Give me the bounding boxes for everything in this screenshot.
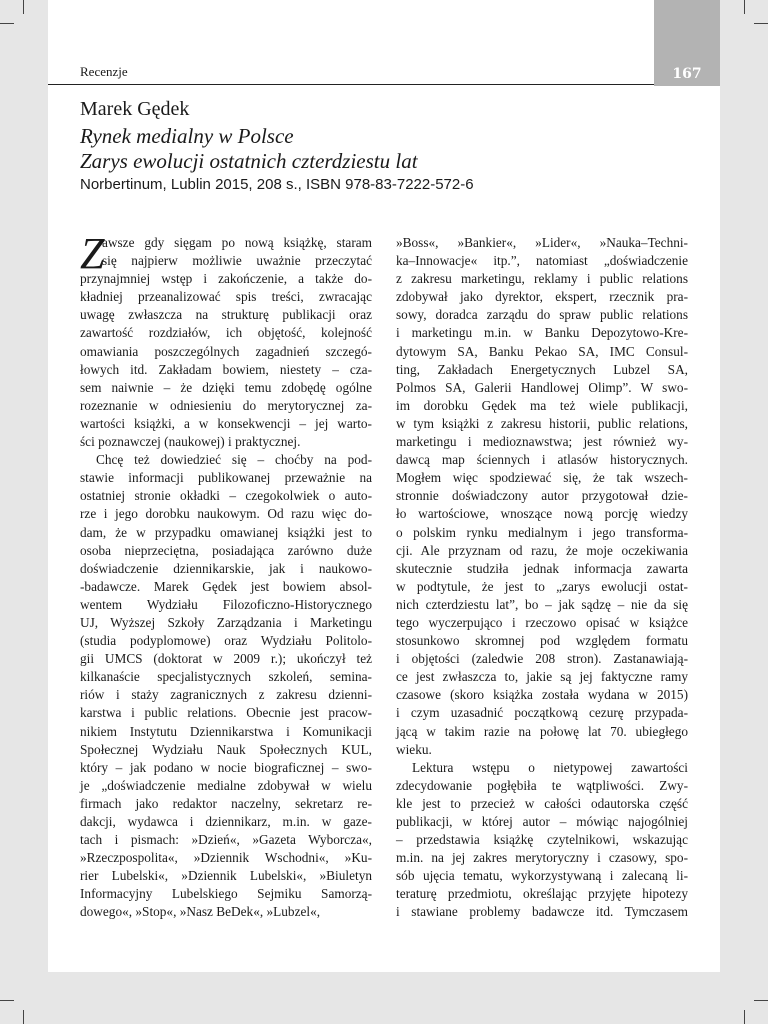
text-line: rier Lubelski«, »Dziennik Lubelski«, »Biuletyn	[80, 868, 372, 884]
text-line: nikiem Instytutu Dziennikarstwa i Komunikacji	[80, 723, 372, 739]
crop-mark	[23, 1010, 24, 1024]
crop-mark	[744, 1010, 745, 1024]
text-line: o polskim rynku medialnym i jego transforma-	[396, 524, 688, 540]
crop-mark	[744, 0, 745, 14]
text-line: firmach jako redaktor naczelny, sekretarz re-	[80, 795, 372, 811]
text-line: marketingu i medioznawstwa; jest również wy-	[396, 434, 688, 450]
text-line: stawie informacji publikowanej przeważnie na	[80, 470, 372, 486]
book-author: Marek Gędek	[80, 98, 190, 120]
publication-info: Norbertinum, Lublin 2015, 208 s., ISBN 978-83-7222-572-6	[80, 176, 474, 193]
text-line: łowych itd. Zakładam bowiem, niestety – cza-	[80, 361, 372, 377]
text-line: UJ, Wyższej Szkoły Zarządzania i Marketingu	[80, 614, 372, 630]
text-line: z zakresu marketingu, reklamy i public relations	[396, 271, 688, 287]
text-line: wentem Wydziału Filozoficzno-Historycznego	[80, 596, 372, 612]
text-line: nich czterdziestu lat”, bo – jak sądzę – nie da się	[396, 596, 688, 612]
text-line: cji. Ale przyznam od razu, że moje oczekiwania	[396, 542, 688, 558]
text-line: awsze gdy sięgam po nową książkę, staram	[102, 235, 372, 250]
text-line: gii UMCS (doktorat w 2009 r.); ukończył też	[80, 651, 372, 667]
text-line: kle jest to przecież w całości odautorska część	[396, 795, 688, 811]
text-line: zdecydowanie pogłębiła te wątpliwości. Zwy-	[396, 777, 688, 793]
text-line: dam, że w przypadku omawianej książki jest to	[80, 524, 372, 540]
text-column-left	[80, 229, 372, 922]
text-line: przynajmniej wstęp i zakończenie, a także do-	[80, 271, 372, 287]
text-line: ostatniej stronie okładki – czegokolwiek o auto-	[80, 488, 372, 504]
text-line: rozeznanie w odniesieniu do merytorycznej za-	[80, 397, 372, 413]
text-line: jącą w takim razie na połowę lat 70. ubiegłego	[396, 723, 688, 739]
text-line: się najpierw możliwie uważnie przeczytać	[102, 253, 372, 269]
text-line: ting, Zakładach Energetycznych Lubzel SA,	[396, 361, 688, 377]
crop-mark	[0, 23, 14, 24]
text-line: rze i jego dorobku naukowym. Od razu więc do-	[80, 506, 372, 522]
text-line: dawcą map ściennych i atlasów historycznych.	[396, 452, 688, 468]
text-line: im dorobku Gędek ma też wiele publikacji,	[396, 397, 688, 413]
text-line: sób ujęcia tematu, wykorzystywaną i zalecaną li-	[396, 868, 688, 884]
text-line: skutecznie studziła jednak informacja zawarta	[396, 560, 688, 576]
crop-mark	[754, 1000, 768, 1001]
text-line: kilkanaście specjalistycznych szkoleń, semina-	[80, 669, 372, 685]
text-line: Społecznej Wydziału Nauk Społecznych KUL,	[80, 741, 372, 757]
text-line: stronnie doświadczony autor przygotował dzie-	[396, 488, 688, 504]
text-line: i stawiane problemy badawcze itd. Tymczasem	[396, 904, 688, 920]
text-line: i objętości (zaledwie 208 stron). Zastanawiają-	[396, 651, 688, 667]
text-line: (studia podyplomowe) oraz Wydziału Politolo-	[80, 633, 372, 649]
text-line: ce jest zwłaszcza to, jakie są jej faktyczne ramy	[396, 669, 688, 685]
text-line: -badawcze. Marek Gędek jest bowiem absol-	[80, 578, 372, 594]
page-number: 167	[672, 66, 702, 82]
text-line: dytowym SA, Banku Pekao SA, IMC Consul-	[396, 343, 688, 359]
text-line: Informacyjny Lubelskiego Sejmiku Samorzą-	[80, 886, 372, 902]
text-line: sem naiwnie – że dzięki temu zdobędę ogólne	[80, 379, 372, 395]
text-line: omawiania poszczególnych zagadnień szczegó-	[80, 343, 372, 359]
text-line: tego wyczerpująco i rzeczowo opisać w książce	[396, 614, 688, 630]
section-header: Recenzje	[80, 64, 128, 79]
text-line: Lektura wstępu o nietypowej zawartości	[412, 759, 688, 775]
text-line: ka–Innowacje« itp.”, natomiast „doświadczenie	[396, 253, 688, 269]
text-line: dakcji, wydawca i dziennikarz, m.in. w gazе-	[80, 814, 372, 829]
book-subtitle: Zarys ewolucji ostatnich czterdziestu lat	[80, 149, 418, 173]
text-line: Polmos SA, Galerii Handlowej Olimp”. W swo-	[396, 379, 688, 395]
text-line: czasowe (skoro książka została wydana w 2015)	[396, 687, 688, 703]
text-line: zdobywał jako dyrektor, ekspert, rzecznik pra-	[396, 289, 688, 305]
text-line: zawartość rozdziałów, ich objętość, kolejność	[80, 325, 372, 341]
crop-mark	[754, 23, 768, 24]
text-line: riów i staży zagranicznych z zakresu dzienni-	[80, 687, 372, 703]
text-line: w tym książki z zakresu historii, public relations,	[396, 415, 688, 431]
text-line: karstwa i public relations. Obecnie jest pracow-	[80, 705, 372, 721]
text-line: Chcę też dowiedzieć się – choćby na pod-	[96, 452, 372, 468]
text-column-right	[396, 234, 688, 922]
text-line: tach i pismach: »Dzień«, »Gazeta Wyborcza«,	[80, 832, 372, 848]
text-line: ło wartościowe, wnoszące nową porcję wiedzy	[396, 506, 688, 522]
text-line: dowego«, »Stop«, »Nasz BeDek«, »Lubzel«,	[80, 904, 321, 920]
text-line: teraturę przedmiotu, określając przyjęte hipotezy	[396, 886, 688, 902]
text-line: uwagę zwłaszcza na strukturę publikacji oraz	[80, 307, 372, 323]
text-line: sowy, doradca zarządu do spraw public relations	[396, 307, 688, 323]
crop-mark	[0, 1000, 14, 1001]
text-line: stosunkowo skromnej pod względem formatu	[396, 633, 688, 649]
text-line: wieku.	[396, 741, 432, 757]
text-line: ści poznawczej (naukowej) i praktycznej.	[80, 434, 301, 450]
drop-cap: Z	[80, 229, 105, 278]
text-line: osoba nieprzeciętna, posiadająca zarówno duże	[80, 542, 372, 558]
text-line: – przedstawia książkę czytelnikowi, wskazując	[396, 832, 688, 848]
text-line: w podtytule, że jest to „zarys ewolucji ostat-	[396, 578, 688, 594]
text-line: Mogłem więc spodziewać się, że tak wszech-	[396, 470, 688, 486]
text-line: publikacji, w której autor – mówiąc najogólniej	[396, 814, 688, 829]
book-title: Rynek medialny w Polsce	[80, 124, 294, 148]
text-line: m.in. na jej zakres merytoryczny i czasowy, spo-	[396, 850, 688, 866]
text-line: »Boss«, »Bankier«, »Lider«, »Nauka–Techni-	[396, 235, 688, 250]
text-line: »Rzeczpospolita«, »Dziennik Wschodni«, »Ku-	[80, 850, 372, 866]
crop-mark	[23, 0, 24, 14]
text-line: i czym uzasadnić początkową cezurę przypada-	[396, 705, 688, 721]
header-rule	[48, 84, 654, 85]
text-line: doświadczenie dziennikarskie, jak i naukowo-	[80, 560, 372, 576]
text-line: kładniej przeanalizować spis treści, zwracając	[80, 289, 372, 305]
text-line: który – jak podano w nocie biograficznej – swo-	[80, 759, 372, 775]
text-line: je „doświadczenie medialne zdobywał w wielu	[80, 777, 372, 793]
text-line: i marketingu m.in. w Banku Depozytowo-Kre-	[396, 325, 688, 341]
text-line: wartości książki, a w konsekwencji – jej warto-	[80, 415, 372, 431]
